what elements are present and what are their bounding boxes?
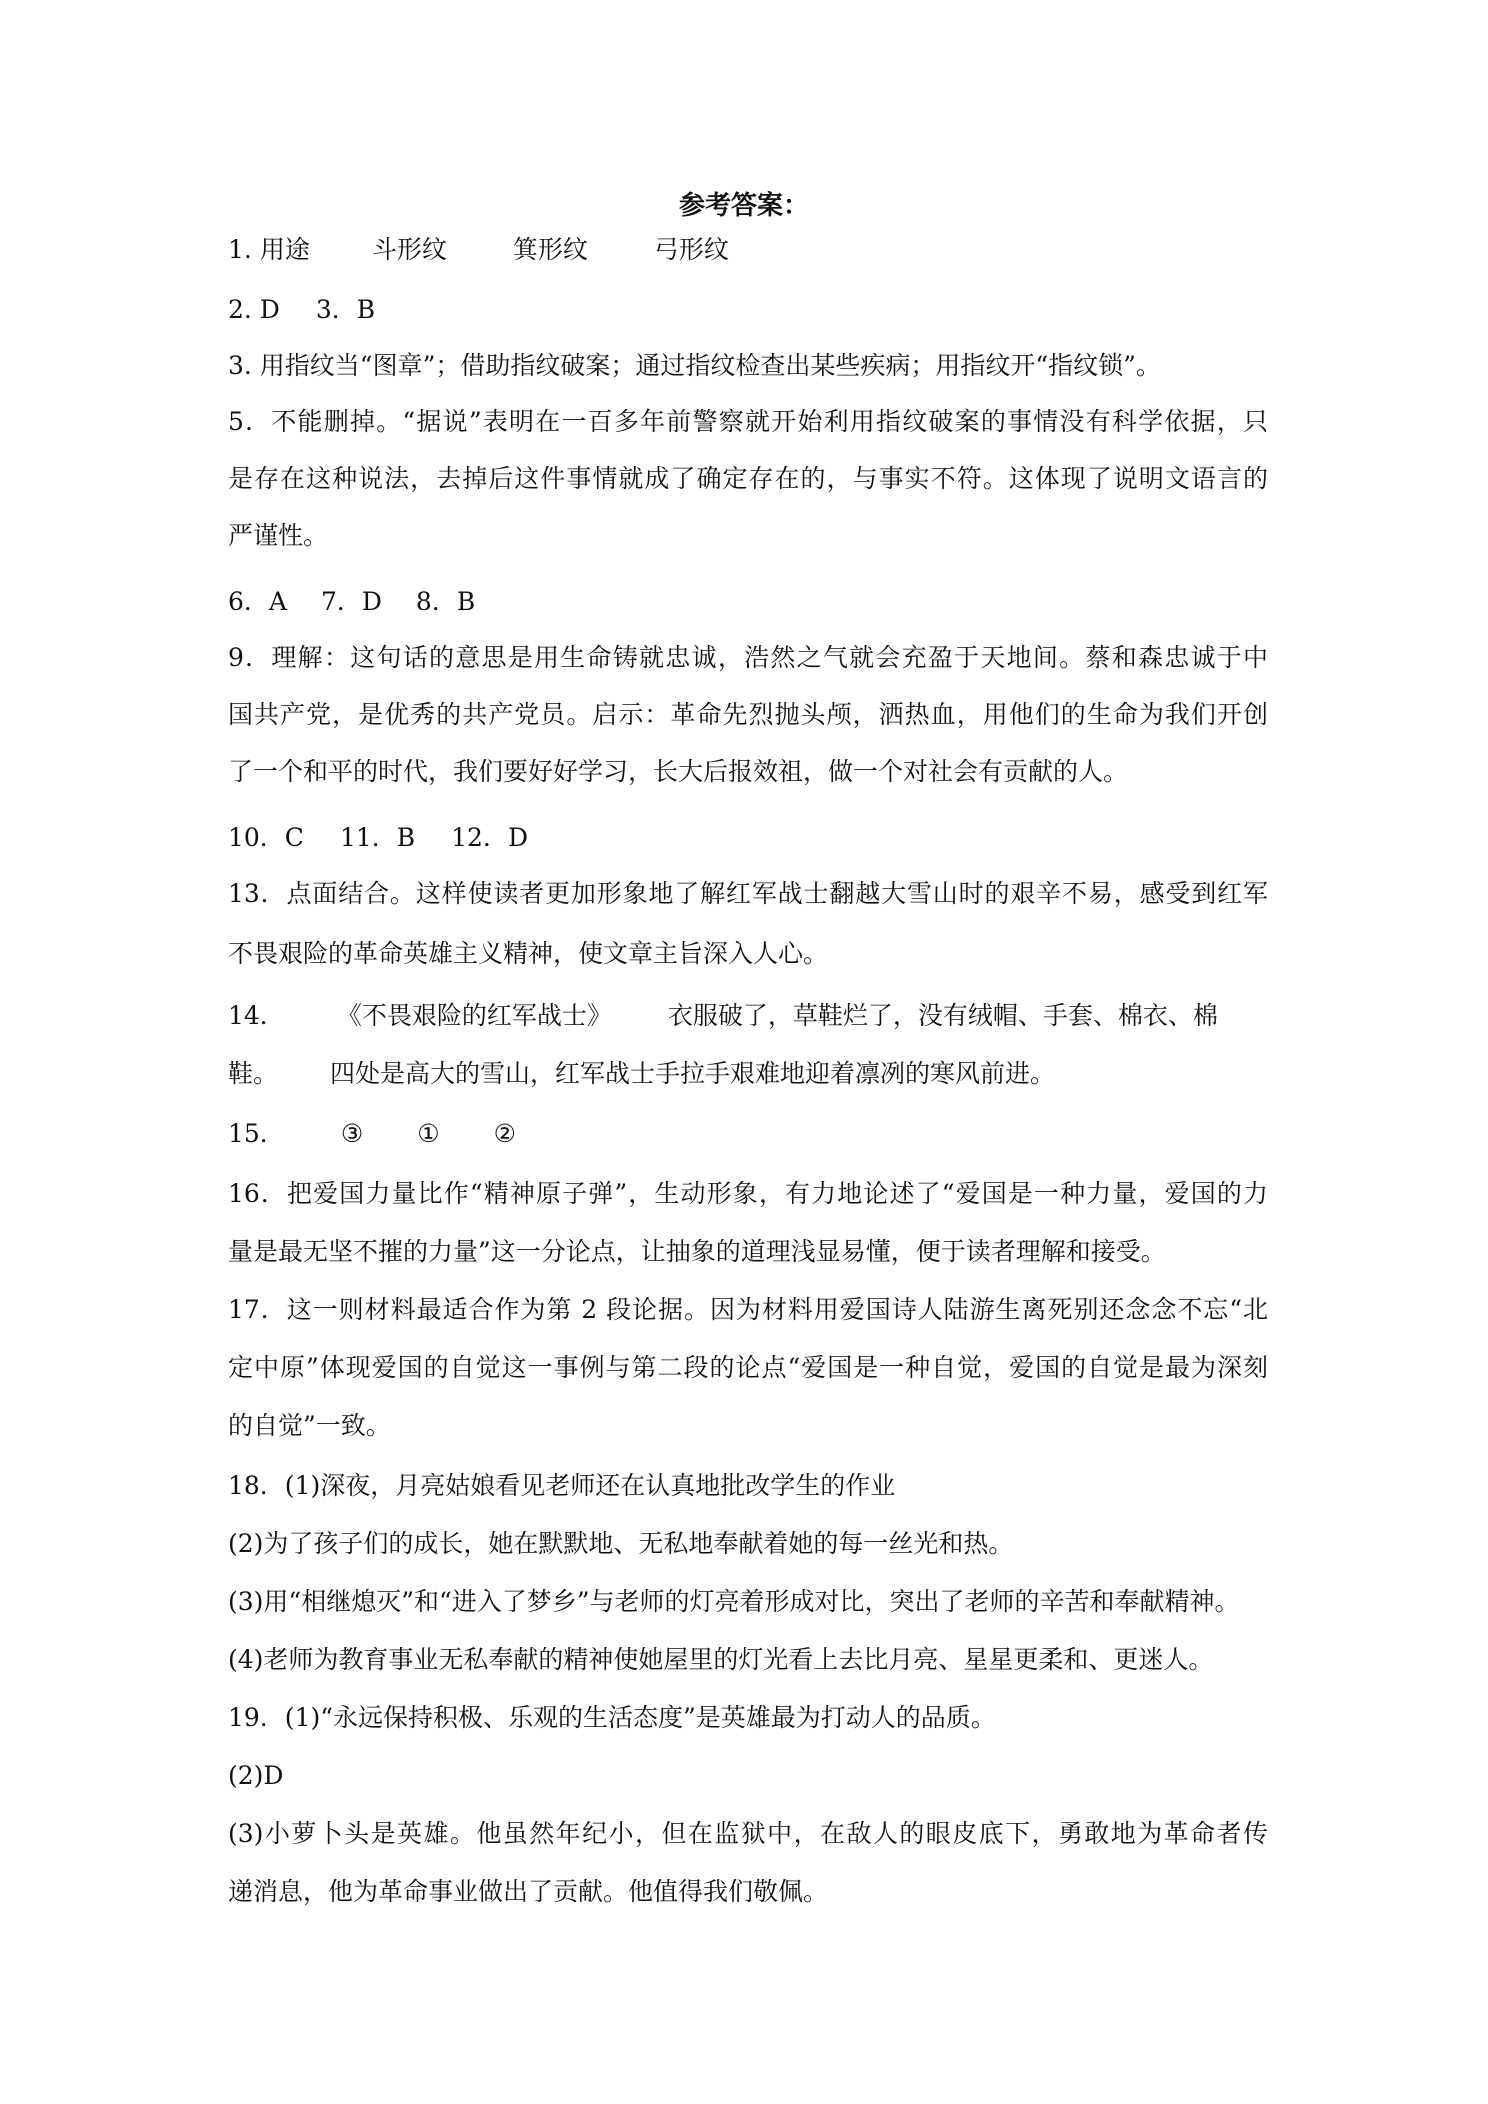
answer-item: 鞋。: [228, 1059, 279, 1088]
answer-5-line: 是存在这种说法，去掉后这件事情就成了确定存在的，与事实不符。这体现了说明文语言的: [228, 464, 1268, 493]
answer-item: 《不畏艰险的红军战士》: [336, 1001, 612, 1030]
answer-item: 用途: [259, 235, 310, 264]
answer-number: 15．: [228, 1119, 285, 1148]
answer-5-line: 5．不能删掉。“据说”表明在一百多年前警察就开始利用指纹破案的事情没有科学依据，只: [228, 407, 1268, 436]
answer-19-part: (3)小萝卜头是英雄。他虽然年纪小，但在监狱中，在敌人的眼皮底下，勇敢地为革命者传: [228, 1819, 1268, 1848]
answer-item: 11．B: [339, 823, 416, 852]
answer-17-line: 的自觉”一致。: [228, 1411, 391, 1440]
answer-6-8: [228, 582, 1268, 622]
answer-item: 衣服破了，草鞋烂了，没有绒帽、手套、棉衣、棉: [667, 1001, 1218, 1030]
answer-9-line: 了一个和平的时代，我们要好好学习，长大后报效祖，做一个对社会有贡献的人。: [228, 757, 1129, 786]
answer-item: ③: [340, 1119, 364, 1148]
answer-18-part: 18．(1)深夜，月亮姑娘看见老师还在认真地批改学生的作业: [228, 1471, 896, 1500]
answer-10-12: [228, 818, 1268, 858]
answer-17-line: 定中原”体现爱国的自觉这一事例与第二段的论点“爱国是一种自觉，爱国的自觉是最为深刻: [228, 1353, 1268, 1382]
answer-19-part: 19．(1)“永远保持积极、乐观的生活态度”是英雄最为打动人的品质。: [228, 1703, 996, 1732]
answer-item: 3．B: [315, 295, 376, 324]
answer-item: 弓形纹: [653, 235, 729, 264]
answer-18-part: (4)老师为教育事业无私奉献的精神使她屋里的灯光看上去比月亮、星星更柔和、更迷人。: [228, 1645, 1214, 1674]
answer-item: 斗形纹: [371, 235, 447, 264]
answer-9-line: 9．理解：这句话的意思是用生命铸就忠诚，浩然之气就会充盈于天地间。蔡和森忠诚于中: [228, 643, 1268, 672]
answer-9-line: 国共产党，是优秀的共产党员。启示：革命先烈抛头颅，洒热血，用他们的生命为我们开创: [228, 700, 1268, 729]
page-title: 参考答案：: [678, 191, 809, 221]
answer-2-3: [228, 290, 1268, 330]
answer-5-line: 严谨性。: [228, 521, 329, 550]
answer-19-part: (2)D: [228, 1761, 284, 1790]
answer-1: [228, 230, 1268, 270]
answer-15: [228, 1114, 1268, 1154]
answer-number: 14．: [228, 1001, 285, 1030]
answer-13-line: 13．点面结合。这样使读者更加形象地了解红军战士翻越大雪山时的艰辛不易，感受到红军: [228, 879, 1268, 908]
answer-item: 7．D: [320, 587, 382, 616]
answer-item: 6．A: [228, 587, 287, 616]
answer-16-line: 16．把爱国力量比作“精神原子弹”，生动形象，有力地论述了“爱国是一种力量，爱国的力: [228, 1179, 1268, 1208]
answer-3: 3. 用指纹当“图章”；借助指纹破案；通过指纹检查出某些疾病；用指纹开“指纹锁”。: [228, 351, 1161, 380]
answer-18-part: (2)为了孩子们的成长，她在默默地、无私地奉献着她的每一丝光和热。: [228, 1529, 1014, 1558]
answer-16-line: 量是最无坚不摧的力量”这一分论点，让抽象的道理浅显易懂，便于读者理解和接受。: [228, 1237, 1166, 1266]
answer-19-part: 递消息，他为革命事业做出了贡献。他值得我们敬佩。: [228, 1877, 829, 1906]
answer-14: [228, 996, 1268, 1036]
answer-item: 箕形纹: [512, 235, 588, 264]
answer-number: 1.: [228, 235, 252, 264]
answer-13-line: 不畏艰险的革命英雄主义精神，使文章主旨深入人心。: [228, 939, 829, 968]
answer-item: 12．D: [451, 823, 528, 852]
answer-item: ①: [417, 1119, 440, 1148]
answer-item: 10．C: [228, 823, 304, 852]
answer-14-cont: [228, 1054, 1268, 1094]
answer-item: ②: [493, 1119, 517, 1148]
answer-17-line: 17．这一则材料最适合作为第 2 段论据。因为材料用爱国诗人陆游生离死别还念念不忘“北: [228, 1295, 1268, 1324]
answer-item: 2. D: [228, 295, 280, 324]
answer-item: 8．B: [415, 587, 476, 616]
answer-18-part: (3)用“相继熄灭”和“进入了梦乡”与老师的灯亮着形成对比，突出了老师的辛苦和奉献精神。: [228, 1587, 1240, 1616]
answer-item: 四处是高大的雪山，红军战士手拉手艰难地迎着凛冽的寒风前进。: [330, 1059, 1056, 1088]
